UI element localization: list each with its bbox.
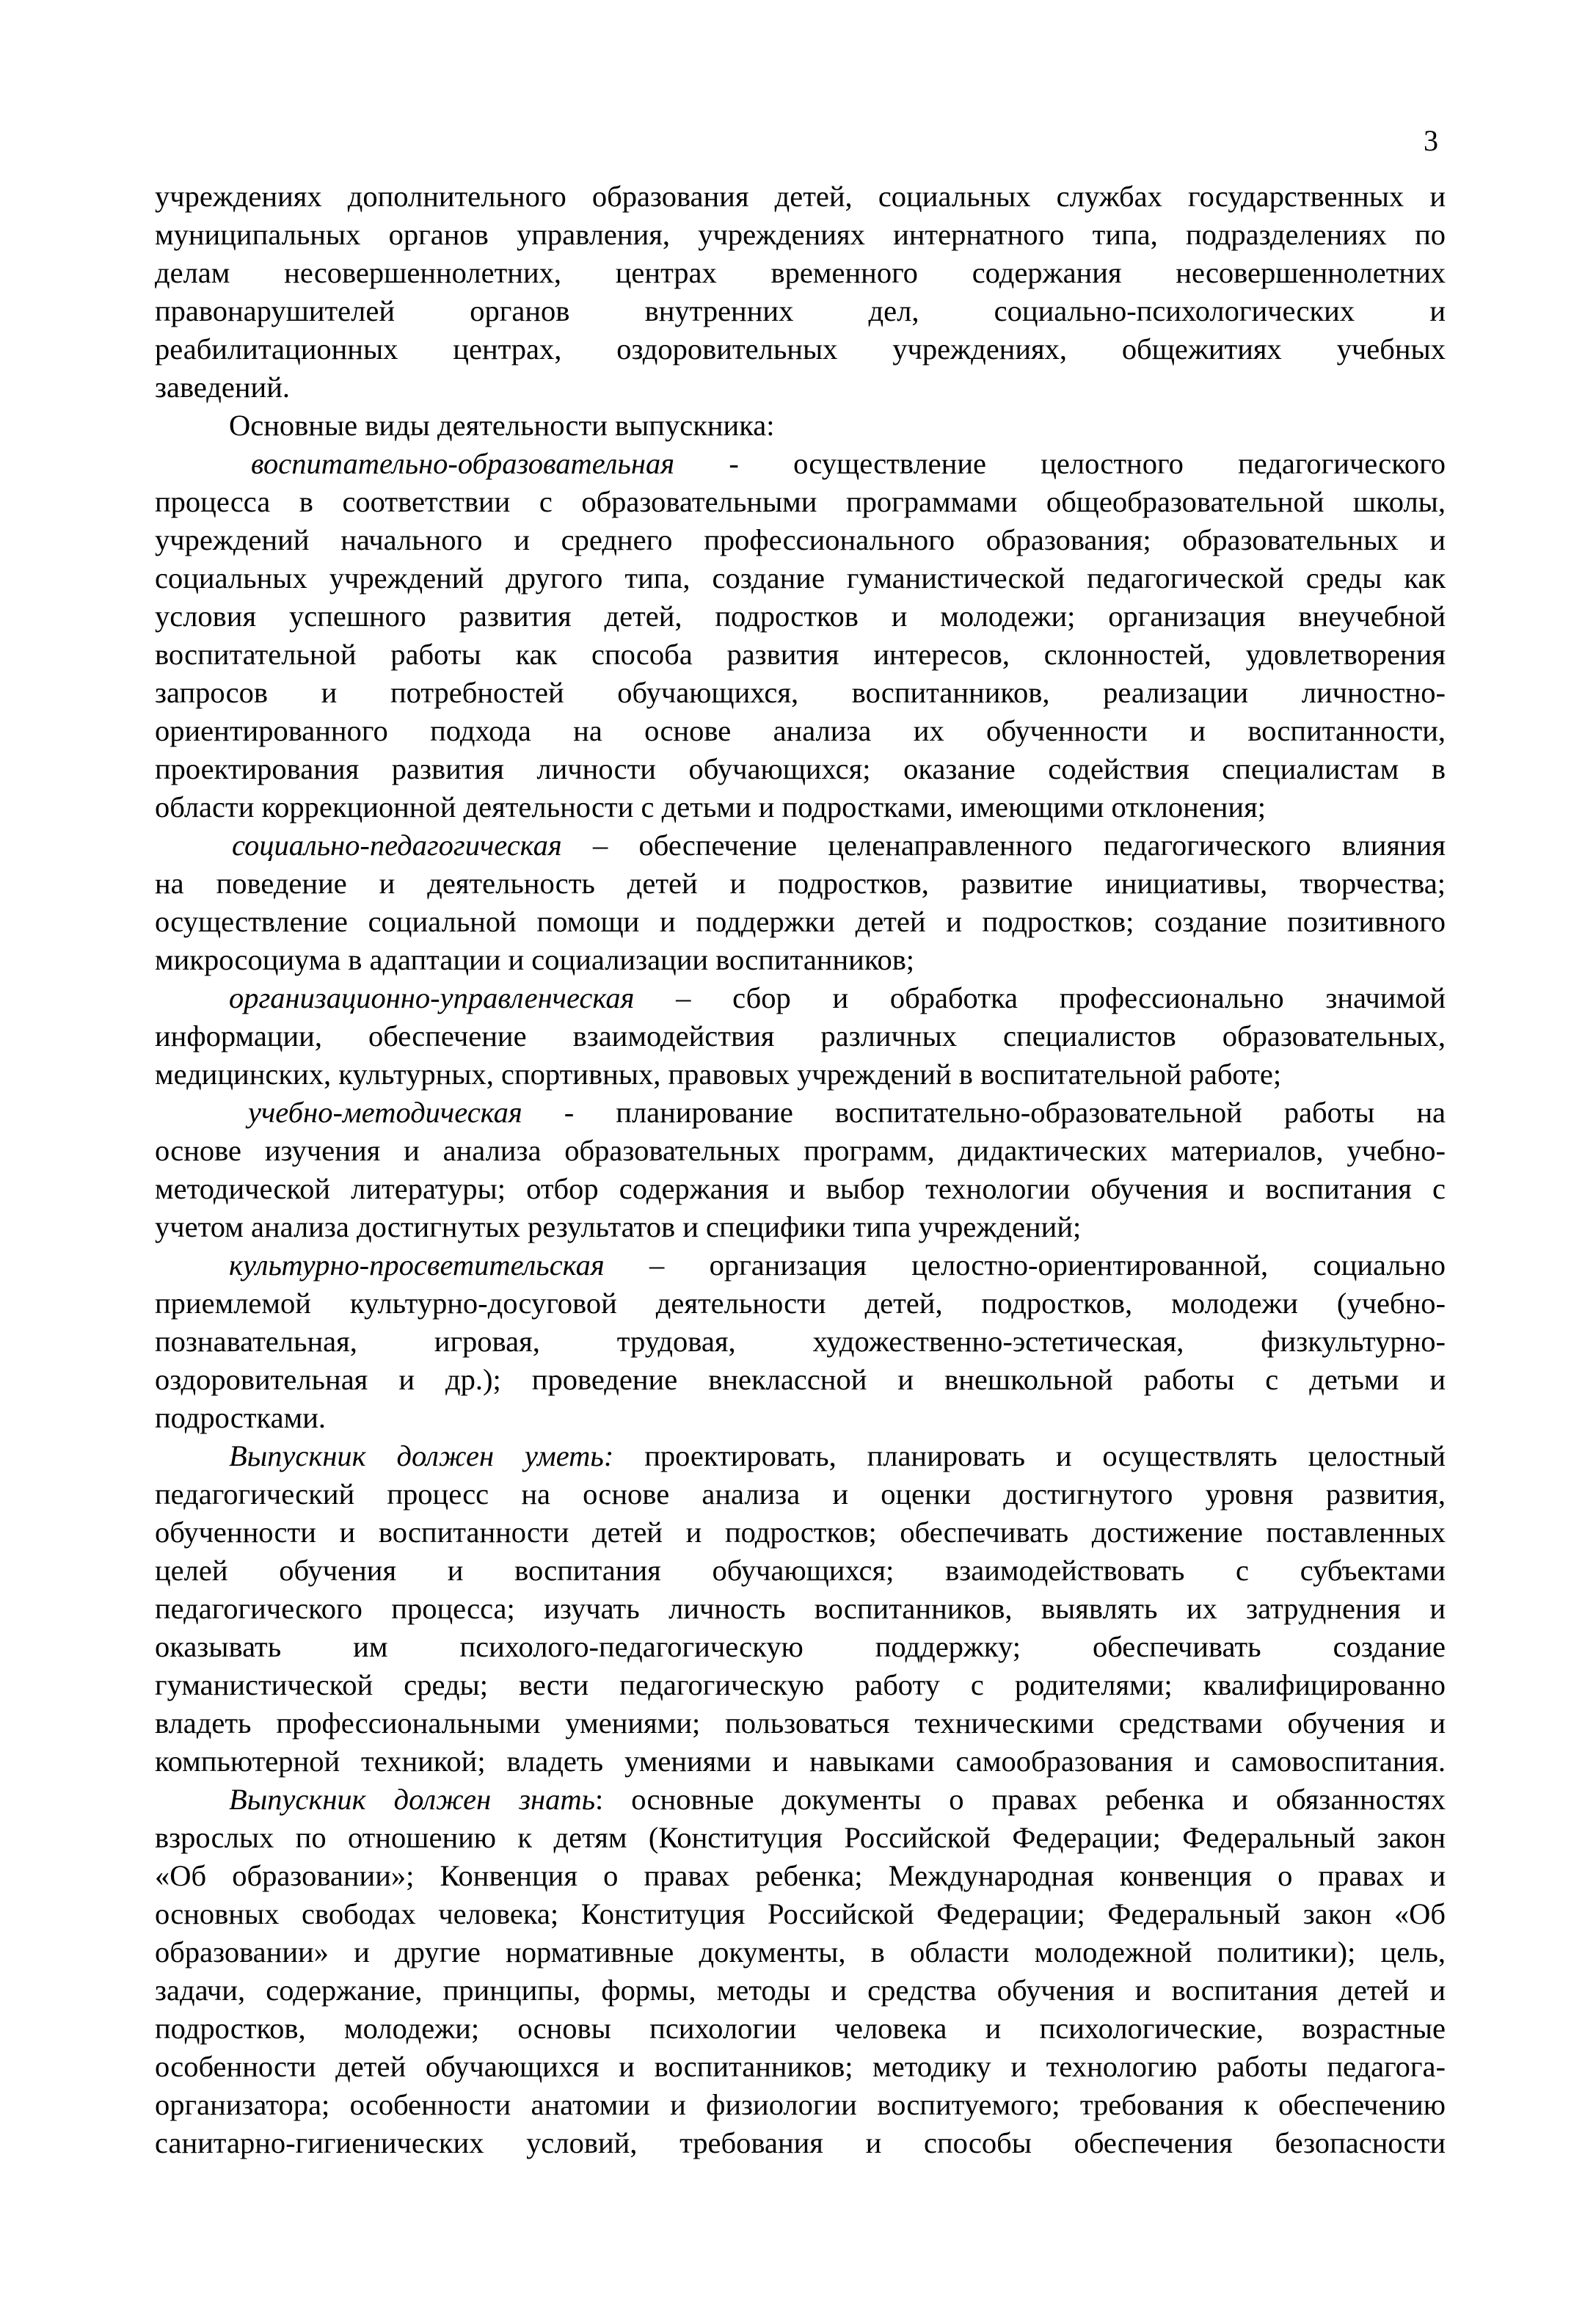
text-line: оказывать им психолого-педагогическую поддержку; обеспечивать создание <box>155 1630 1446 1663</box>
italic-term: учебно-методическая <box>248 1096 522 1129</box>
text-line: учреждений начального и среднего профессионального образования; образовательных и <box>155 523 1446 556</box>
line-text: : основные документы о правах ребенка и обязанностях <box>595 1783 1446 1816</box>
line-text: проектировать, планировать и осуществлять целостный <box>613 1439 1446 1472</box>
text-line: области коррекционной деятельности с детьми и подростками, имеющими отклонения; <box>155 790 1266 824</box>
text-line: подростками. <box>155 1401 327 1434</box>
text-line: муниципальных органов управления, учреждениях интернатного типа, подразделениях по <box>155 218 1446 251</box>
text-line: целей обучения и воспитания обучающихся; взаимодействовать с субъектами <box>155 1554 1446 1587</box>
text-line: взрослых по отношению к детям (Конституция Российской Федерации; Федеральный закон <box>155 1821 1446 1854</box>
document-body <box>155 178 1446 2162</box>
text-line: правонарушителей органов внутренних дел, социально-психологических и <box>155 294 1446 327</box>
text-line: санитарно-гигиенических условий, требования и способы обеспечения безопасности <box>155 2126 1446 2159</box>
italic-term: Выпускник должен уметь: <box>229 1439 614 1472</box>
italic-term: культурно-просветительская <box>229 1248 605 1282</box>
text-line: подростков, молодежи; основы психологии человека и психологические, возрастные <box>155 2012 1446 2045</box>
paragraph <box>155 1094 1446 1246</box>
text-line: познавательная, игровая, трудовая, художественно-эстетическая, физкультурно- <box>155 1325 1446 1358</box>
text-line: основе изучения и анализа образовательных программ, дидактических материалов, учебно- <box>155 1134 1446 1167</box>
paragraph <box>155 178 1446 407</box>
text-line: заведений. <box>155 371 291 404</box>
text-line <box>155 1094 1446 1132</box>
paragraph <box>155 826 1446 979</box>
paragraph <box>155 445 1446 826</box>
text-line <box>155 826 1446 865</box>
italic-term: социально-педагогическая <box>232 829 562 862</box>
text-line: процесса в соответствии с образовательными программами общеобразовательной школы, <box>155 485 1446 518</box>
text-line: задачи, содержание, принципы, формы, методы и средства обучения и воспитания детей и <box>155 1974 1446 2007</box>
text-line <box>155 445 1446 483</box>
text-line: методической литературы; отбор содержания и выбор технологии обучения и воспитания с <box>155 1172 1446 1205</box>
text-line: условия успешного развития детей, подростков и молодежи; организация внеучебной <box>155 600 1446 633</box>
text-line: особенности детей обучающихся и воспитанников; методику и технологию работы педагога- <box>155 2050 1446 2083</box>
text-line: Основные виды деятельности выпускника: <box>229 409 775 442</box>
text-line: педагогический процесс на основе анализа и оценки достигнутого уровня развития, <box>155 1477 1446 1511</box>
page-number: 3 <box>1424 124 1438 157</box>
text-line: образовании» и другие нормативные документы, в области молодежной политики); цель, <box>155 1935 1446 1969</box>
text-line: медицинских, культурных, спортивных, правовых учреждений в воспитательной работе; <box>155 1058 1282 1091</box>
text-line: воспитательной работы как способа развития интересов, склонностей, удовлетворения <box>155 638 1446 671</box>
italic-term: Выпускник должен знать <box>229 1783 596 1816</box>
line-text: – обеспечение целенаправленного педагогического влияния <box>561 829 1446 862</box>
text-line <box>155 1246 1446 1284</box>
paragraph <box>155 407 1446 445</box>
text-line <box>155 1781 1446 1819</box>
text-line: микросоциума в адаптации и социализации воспитанников; <box>155 943 915 976</box>
text-line: компьютерной техникой; владеть умениями и навыками самообразования и самовоспитания. <box>155 1745 1446 1778</box>
paragraph <box>155 1246 1446 1437</box>
text-line: педагогического процесса; изучать личность воспитанников, выявлять их затруднения и <box>155 1592 1446 1625</box>
text-line: гуманистической среды; вести педагогическую работу с родителями; квалифицированно <box>155 1668 1446 1701</box>
text-line: учетом анализа достигнутых результатов и специфики типа учреждений; <box>155 1210 1082 1243</box>
text-line: оздоровительная и др.); проведение внеклассной и внешкольной работы с детьми и <box>155 1363 1446 1396</box>
text-line: запросов и потребностей обучающихся, воспитанников, реализации личностно- <box>155 676 1446 709</box>
text-line: информации, обеспечение взаимодействия различных специалистов образовательных, <box>155 1019 1446 1053</box>
line-text: – сбор и обработка профессионально значимой <box>634 981 1446 1014</box>
paragraph <box>155 1781 1446 2162</box>
text-line <box>155 979 1446 1017</box>
text-line: учреждениях дополнительного образования детей, социальных службах государственных и <box>155 180 1446 213</box>
text-line: приемлемой культурно-досуговой деятельности детей, подростков, молодежи (учебно- <box>155 1287 1446 1320</box>
paragraph <box>155 979 1446 1094</box>
text-line <box>155 1437 1446 1475</box>
text-line: основных свободах человека; Конституция Российской Федерации; Федеральный закон «Об <box>155 1897 1446 1930</box>
text-line: организатора; особенности анатомии и физиологии воспитуемого; требования к обеспечению <box>155 2088 1446 2121</box>
text-line: социальных учреждений другого типа, создание гуманистической педагогической среды как <box>155 561 1446 595</box>
text-line: обученности и воспитанности детей и подростков; обеспечивать достижение поставленных <box>155 1516 1446 1549</box>
text-line: осуществление социальной помощи и поддержки детей и подростков; создание позитивного <box>155 905 1446 938</box>
paragraph <box>155 1437 1446 1781</box>
text-line: проектирования развития личности обучающихся; оказание содействия специалистам в <box>155 752 1446 785</box>
line-text: - планирование воспитательно-образовательной работы на <box>522 1096 1446 1129</box>
italic-term: организационно-управленческая <box>229 981 635 1014</box>
line-text: – организация целостно-ориентированной, социально <box>604 1248 1446 1282</box>
text-line: реабилитационных центрах, оздоровительных учреждениях, общежитиях учебных <box>155 332 1446 366</box>
line-text: - осуществление целостного педагогического <box>674 447 1446 480</box>
text-line: владеть профессиональными умениями; пользоваться техническими средствами обучения и <box>155 1706 1446 1740</box>
text-line: «Об образовании»; Конвенция о правах ребенка; Международная конвенция о правах и <box>155 1859 1446 1892</box>
text-line: на поведение и деятельность детей и подростков, развитие инициативы, творчества; <box>155 867 1446 900</box>
text-line: ориентированного подхода на основе анализа их обученности и воспитанности, <box>155 714 1446 747</box>
text-line: делам несовершеннолетних, центрах временного содержания несовершеннолетних <box>155 256 1446 289</box>
italic-term: воспитательно-образовательная <box>251 447 675 480</box>
